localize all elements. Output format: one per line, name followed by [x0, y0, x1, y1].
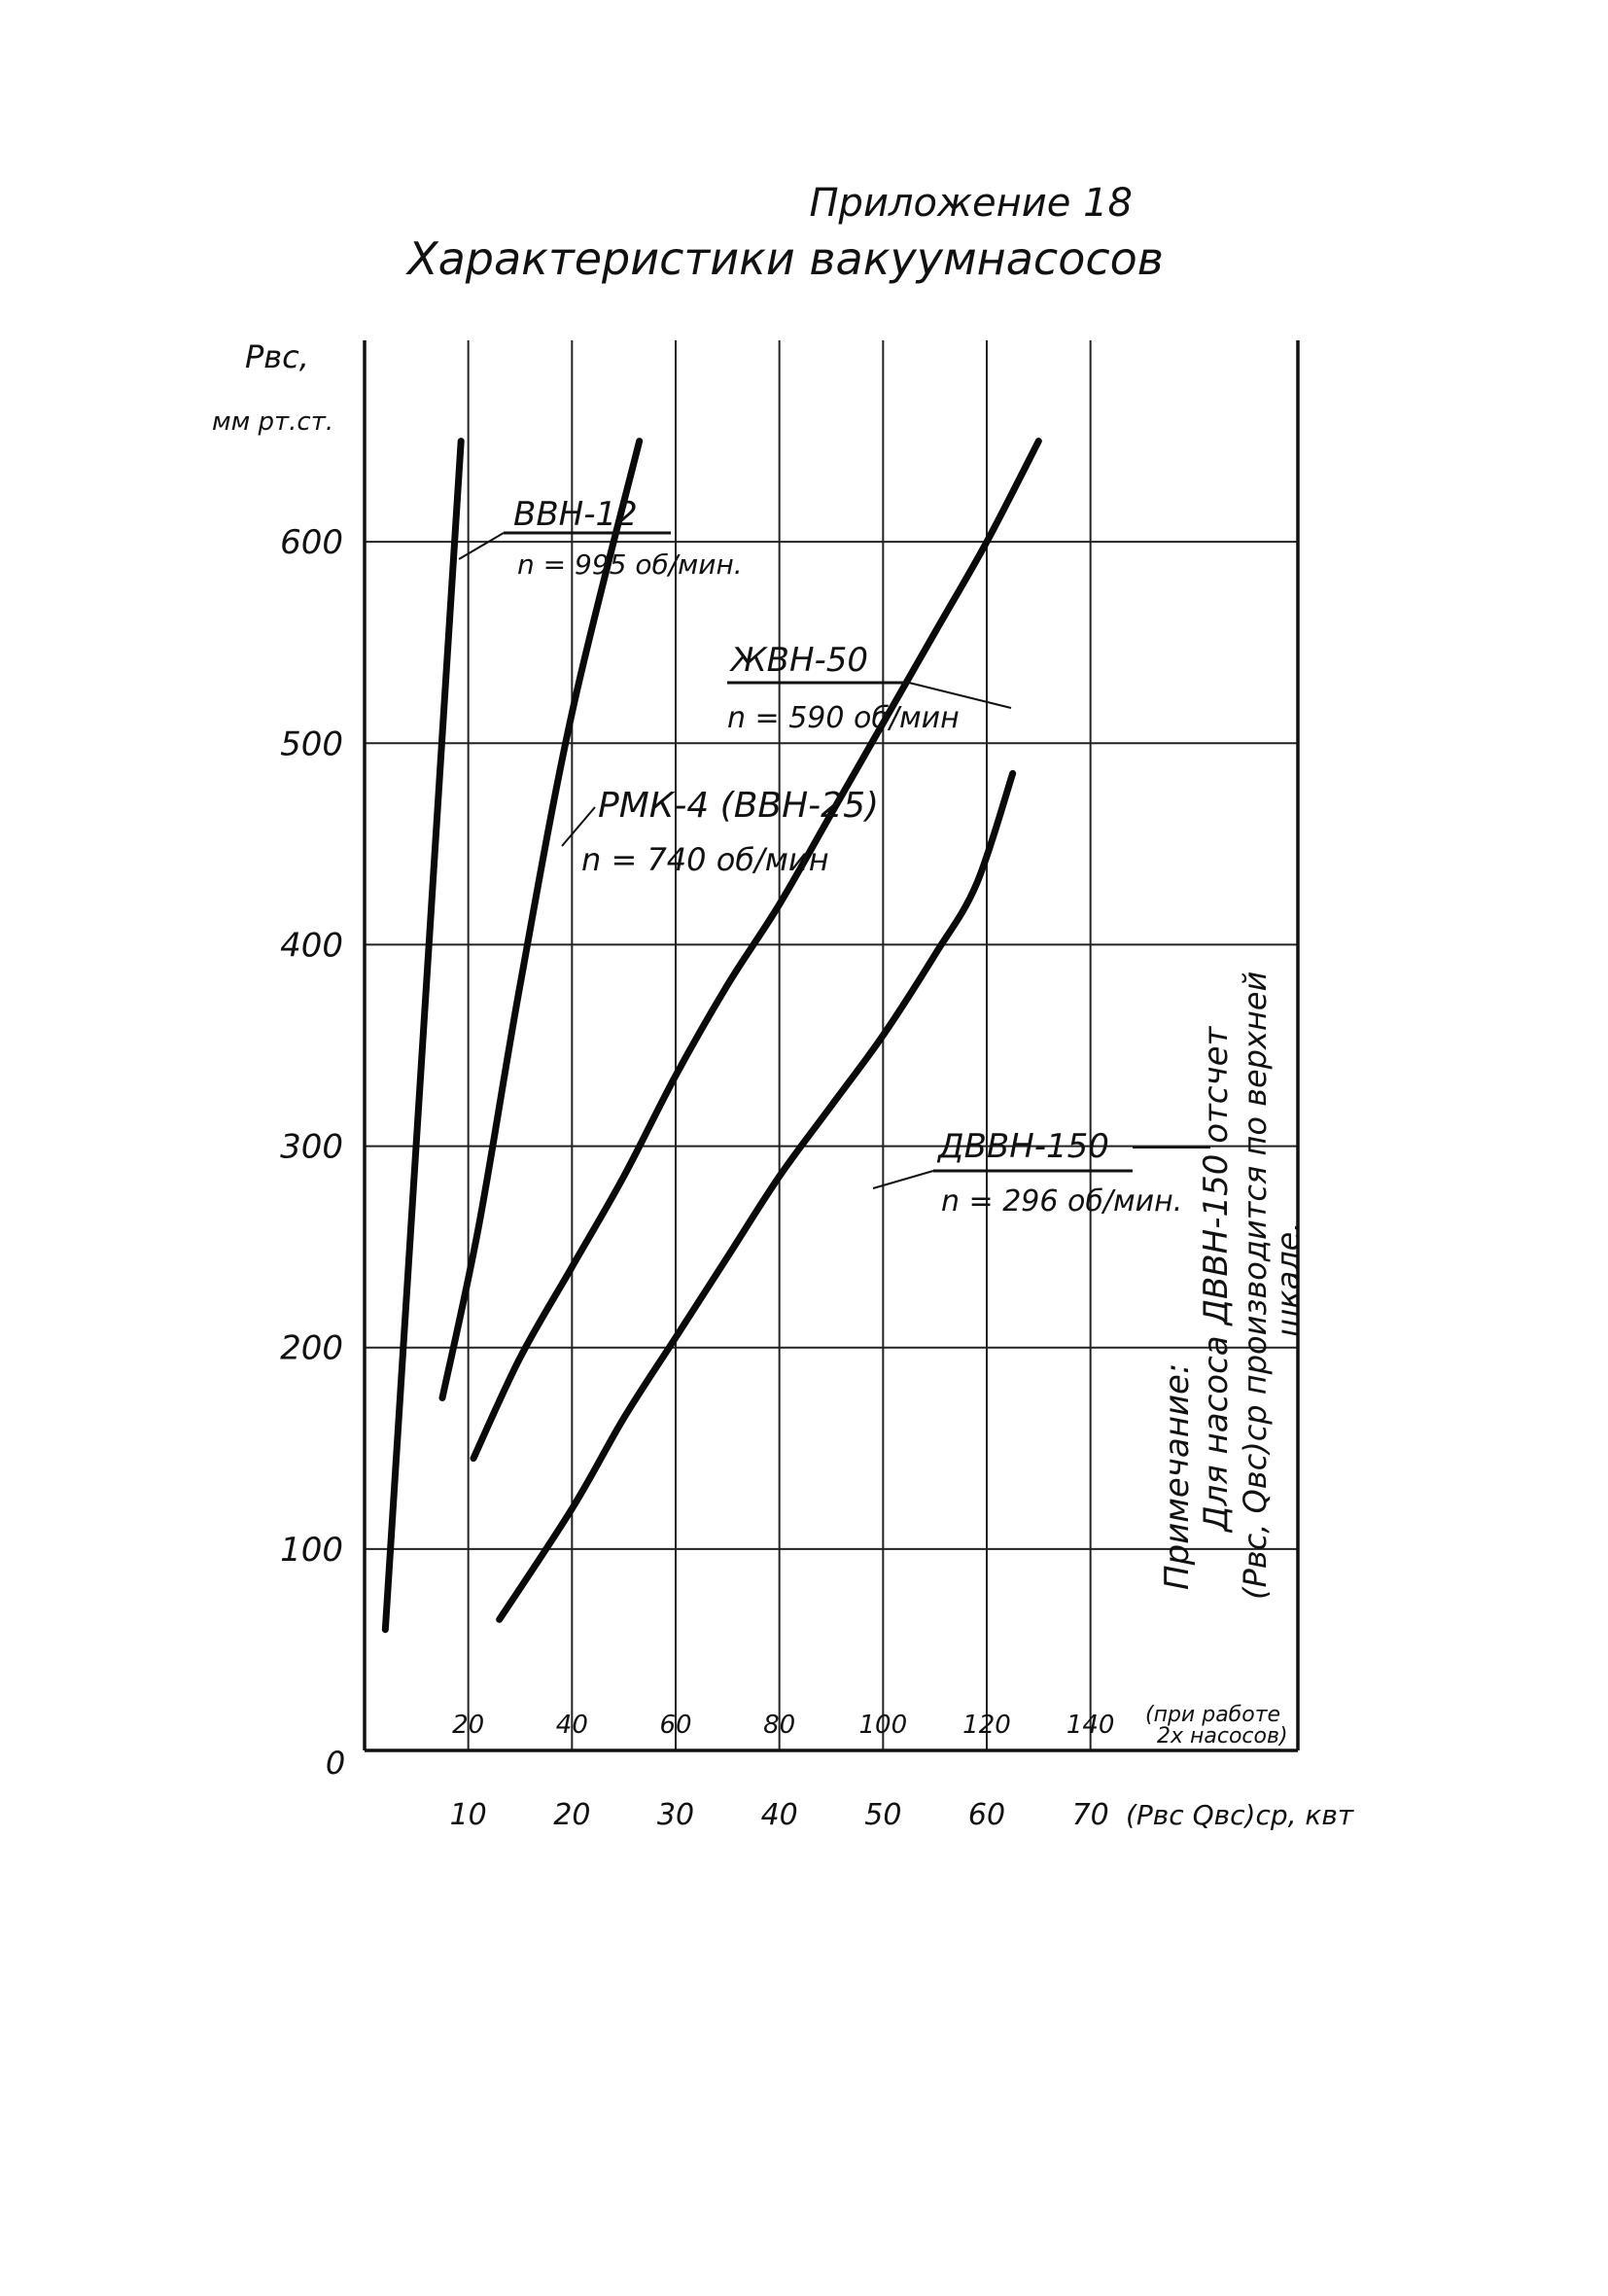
x-top-tick-60: 60 [659, 1711, 692, 1740]
y-tick-100: 100 [280, 1530, 343, 1570]
series-line-2 [473, 442, 1038, 1459]
note-line4: шкале. [1270, 1221, 1307, 1337]
y-tick-600: 600 [280, 523, 343, 563]
series-line-0 [385, 442, 461, 1630]
tick-labels [280, 523, 1114, 1832]
origin-label: 0 [325, 1745, 346, 1782]
x-top-tick-80: 80 [763, 1711, 796, 1740]
appendix-label: Приложение 18 [809, 181, 1133, 226]
chart-title: Характеристики вакуумнасосов [407, 232, 1164, 285]
series-speed-vvn12: n = 995 об/мин. [517, 548, 743, 581]
y-axis-unit: мм рт.ст. [212, 407, 334, 437]
x-top-tick-120: 120 [962, 1711, 1011, 1740]
series-label-dvvn150 [873, 1127, 1210, 1219]
series-label-zhvn50 [727, 641, 1011, 735]
leader-vvn12 [459, 533, 504, 559]
x-tick-70: 70 [1071, 1798, 1109, 1832]
top-scale-label-line1: (при работе [1145, 1703, 1281, 1727]
note-line2: Для насоса ДВВН-150 отсчет [1197, 1026, 1236, 1532]
x-tick-10: 10 [449, 1798, 487, 1832]
series-line-3 [500, 773, 1013, 1619]
leader-rmk4 [562, 807, 595, 846]
y-tick-300: 300 [280, 1127, 343, 1167]
note-line3: (Pвс, Qвс)ср производится по верхней [1237, 971, 1274, 1600]
x-tick-20: 20 [553, 1798, 591, 1832]
x-top-tick-20: 20 [452, 1711, 485, 1740]
series-name-dvvn150: ДВВН-150 [938, 1127, 1109, 1166]
x-top-tick-100: 100 [858, 1711, 908, 1740]
series-name-rmk4: РМК-4 (ВВН-25) [598, 786, 880, 826]
y-tick-400: 400 [280, 926, 343, 966]
x-tick-50: 50 [864, 1798, 902, 1832]
series-speed-zhvn50: n = 590 об/мин [727, 701, 960, 735]
x-tick-30: 30 [656, 1798, 695, 1832]
y-tick-500: 500 [280, 724, 343, 764]
series-line-1 [442, 442, 640, 1398]
series-label-vvn12 [459, 495, 743, 581]
y-axis-label: Pвс, [245, 338, 309, 375]
series [385, 442, 1038, 1630]
series-speed-dvvn150: n = 296 об/мин. [941, 1184, 1183, 1219]
series-speed-rmk4: n = 740 об/мин [581, 841, 829, 878]
note-block [1158, 971, 1307, 1600]
series-name-vvn12: ВВН-12 [513, 495, 638, 534]
x-top-tick-40: 40 [555, 1711, 588, 1740]
series-name-zhvn50: ЖВН-50 [731, 641, 869, 680]
x-tick-60: 60 [967, 1798, 1006, 1832]
x-axis-label: (Pвс Qвс)ср, квт [1126, 1799, 1354, 1831]
y-tick-200: 200 [280, 1328, 343, 1368]
leader-dvvn150-curve [873, 1171, 933, 1188]
note-line1: Примечание: [1158, 1362, 1197, 1590]
top-scale-label-line2: 2х насосов) [1157, 1724, 1288, 1748]
series-label-rmk4 [562, 786, 879, 878]
x-tick-40: 40 [760, 1798, 798, 1832]
x-top-tick-140: 140 [1066, 1711, 1115, 1740]
